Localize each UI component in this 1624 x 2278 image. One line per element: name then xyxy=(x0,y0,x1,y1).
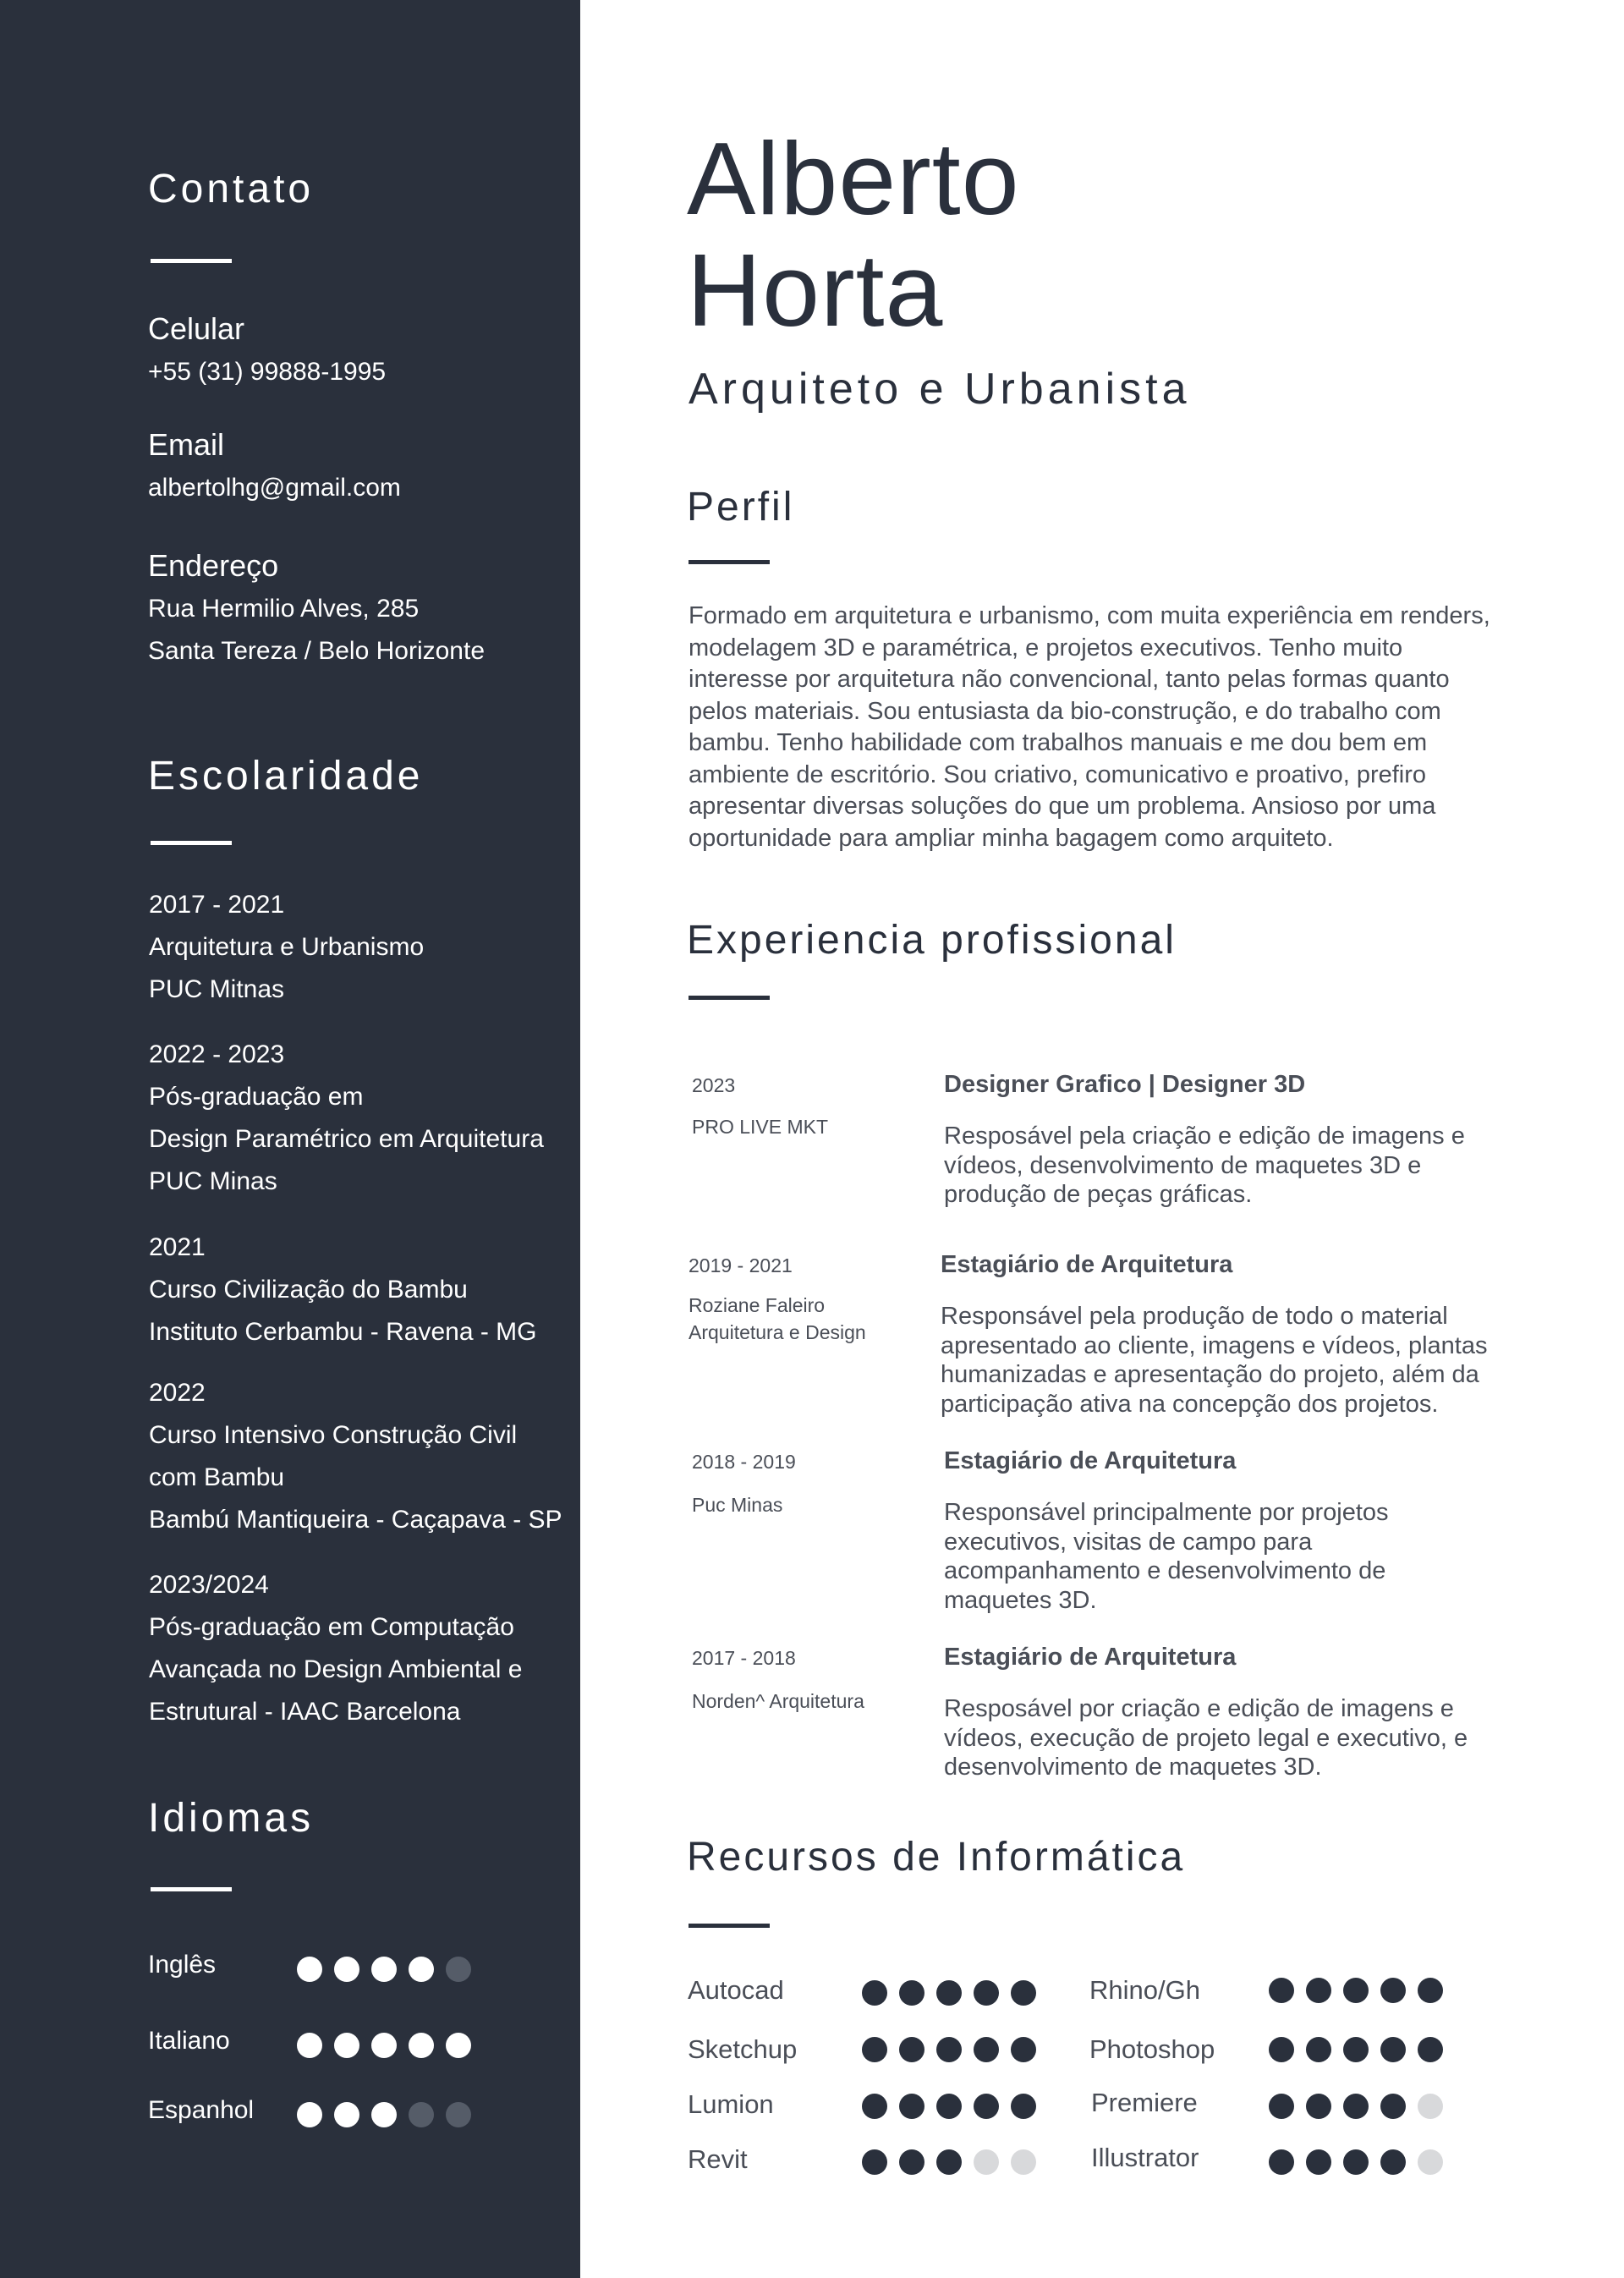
rating-dot-filled xyxy=(862,1980,887,2006)
experience-role: Estagiário de Arquitetura xyxy=(944,1447,1237,1474)
rating-dot-filled xyxy=(1418,1978,1443,2003)
education-course: Curso Intensivo Construção Civil xyxy=(149,1421,518,1449)
language-level xyxy=(297,1957,471,1982)
experience-heading: Experiencia profissional xyxy=(687,918,1177,963)
skill-name: Illustrator xyxy=(1091,2143,1199,2172)
phone-label: Celular xyxy=(148,311,245,346)
experience-date: 2019 - 2021 xyxy=(689,1254,793,1276)
skill-name: Autocad xyxy=(688,1975,784,2005)
rating-dot-empty xyxy=(1418,2094,1443,2119)
skill-level xyxy=(862,2149,1036,2175)
rating-dot-filled xyxy=(409,1957,434,1982)
rating-dot-filled xyxy=(446,2033,471,2058)
rating-dot-filled xyxy=(1380,2037,1406,2062)
education-school: Instituto Cerbambu - Ravena - MG xyxy=(149,1318,537,1346)
rating-dot-filled xyxy=(1306,1978,1331,2003)
language-row xyxy=(148,1951,503,1984)
skill-level xyxy=(862,2037,1036,2062)
profile-heading: Perfil xyxy=(687,485,795,530)
skill-name: Photoshop xyxy=(1089,2034,1215,2064)
education-course: com Bambu xyxy=(149,1463,285,1491)
rating-dot-filled xyxy=(1269,2037,1294,2062)
languages-heading: Idiomas xyxy=(148,1796,315,1841)
rating-dot-filled xyxy=(936,2037,962,2062)
contact-heading: Contato xyxy=(148,167,315,211)
rating-dot-filled xyxy=(371,2102,397,2127)
experience-company: Roziane Faleiro Arquitetura e Design xyxy=(689,1294,866,1343)
rating-dot-filled xyxy=(409,2033,434,2058)
education-years: 2022 xyxy=(149,1379,206,1407)
rating-dot-filled xyxy=(1269,1978,1294,2003)
rating-dot-filled xyxy=(899,2037,924,2062)
phone-value[interactable]: +55 (31) 99888-1995 xyxy=(148,358,387,386)
rating-dot-filled xyxy=(1011,1980,1036,2006)
education-course: Arquitetura e Urbanismo xyxy=(149,933,425,961)
education-years: 2023/2024 xyxy=(149,1571,269,1599)
rating-dot-empty xyxy=(1418,2149,1443,2175)
address-line-2: Santa Tereza / Belo Horizonte xyxy=(148,637,486,665)
skill-name: Lumion xyxy=(688,2089,774,2119)
last-name: Horta xyxy=(687,233,944,348)
rating-dot-filled xyxy=(974,1980,999,2006)
profile-text: Formado em arquitetura e urbanismo, com muita experiência em renders, modelagem 3D e paramétrica, e projetos executivos. Tenho muito interesse por arquitetura não convencional, tanto pelas formas quanto pelos materiais. Sou entusiasta da bio-construção, e do trabalho com bambu. Tenho habilidade com trabalhos manuais e me dou bem em ambiente de escritório. Sou criativo, comunicativo e proativo, prefiro apresentar diversas soluções do que um problema. Ansioso por uma oportunidade para ampliar minha bagagem como arquiteto. xyxy=(689,602,1490,852)
experience-description: Responsável principalmente por projetos executivos, visitas de campo para acompanhamento e desenvolvimento de maquetes 3D. xyxy=(944,1499,1389,1614)
address-line-1: Rua Hermilio Alves, 285 xyxy=(148,595,420,623)
education-school: PUC Minas xyxy=(149,1167,277,1195)
education-course: Pós-graduação em xyxy=(149,1083,364,1111)
first-name: Alberto xyxy=(687,121,1020,236)
skill-name: Premiere xyxy=(1091,2088,1198,2117)
languages-divider xyxy=(151,1887,232,1891)
experience-company: Puc Minas xyxy=(692,1494,783,1516)
rating-dot-filled xyxy=(1269,2094,1294,2119)
experience-role: Designer Grafico | Designer 3D xyxy=(944,1071,1306,1098)
language-name: Espanhol xyxy=(148,2096,255,2124)
education-course: Pós-graduação em Computação xyxy=(149,1613,514,1641)
rating-dot-filled xyxy=(1269,2149,1294,2175)
rating-dot-filled xyxy=(297,2033,322,2058)
experience-date: 2023 xyxy=(692,1074,736,1096)
rating-dot-filled xyxy=(1380,1978,1406,2003)
rating-dot-filled xyxy=(1343,2149,1369,2175)
rating-dot-filled xyxy=(862,2037,887,2062)
rating-dot-empty xyxy=(974,2149,999,2175)
skill-name: Rhino/Gh xyxy=(1089,1975,1200,2005)
experience-description: Resposável por criação e edição de imagens e vídeos, execução de projeto legal e executivo, e desenvolvimento de maquetes 3D. xyxy=(944,1695,1468,1781)
skill-name: Sketchup xyxy=(688,2034,798,2064)
education-school: Estrutural - IAAC Barcelona xyxy=(149,1698,461,1726)
skill-level xyxy=(862,1980,1036,2006)
email-label: Email xyxy=(148,427,225,462)
rating-dot-filled xyxy=(334,1957,359,1982)
rating-dot-filled xyxy=(974,2094,999,2119)
rating-dot-empty xyxy=(446,1957,471,1982)
rating-dot-filled xyxy=(1343,2037,1369,2062)
language-row xyxy=(148,2027,503,2061)
skill-level xyxy=(1269,2094,1443,2119)
experience-description: Resposável pela criação e edição de imagens e vídeos, desenvolvimento de maquetes 3D e produção de peças gráficas. xyxy=(944,1123,1465,1208)
rating-dot-filled xyxy=(1306,2149,1331,2175)
rating-dot-empty xyxy=(1011,2149,1036,2175)
rating-dot-filled xyxy=(1011,2037,1036,2062)
job-title: Arquiteto e Urbanista xyxy=(689,365,1191,414)
education-years: 2022 - 2023 xyxy=(149,1040,285,1068)
experience-date: 2018 - 2019 xyxy=(692,1451,796,1473)
education-divider xyxy=(151,841,232,845)
rating-dot-filled xyxy=(1306,2037,1331,2062)
skill-level xyxy=(862,2094,1036,2119)
rating-dot-filled xyxy=(371,1957,397,1982)
experience-company: Norden^ Arquitetura xyxy=(692,1690,864,1712)
education-years: 2017 - 2021 xyxy=(149,891,285,919)
rating-dot-filled xyxy=(1343,2094,1369,2119)
rating-dot-filled xyxy=(899,2094,924,2119)
rating-dot-filled xyxy=(899,2149,924,2175)
rating-dot-filled xyxy=(862,2094,887,2119)
rating-dot-filled xyxy=(297,1957,322,1982)
education-school: Bambú Mantiqueira - Caçapava - SP xyxy=(149,1506,562,1534)
sidebar xyxy=(0,0,580,2278)
experience-date: 2017 - 2018 xyxy=(692,1647,796,1669)
address-label: Endereço xyxy=(148,548,279,583)
experience-divider xyxy=(689,996,770,1000)
experience-description: Responsável pela produção de todo o material apresentado ao cliente, imagens e vídeos, plantas humanizadas e apresentação do projeto, além da participação ativa na concepção dos projetos. xyxy=(941,1303,1488,1418)
language-name: Italiano xyxy=(148,2027,230,2055)
rating-dot-filled xyxy=(899,1980,924,2006)
language-level xyxy=(297,2033,471,2058)
experience-company: PRO LIVE MKT xyxy=(692,1116,829,1138)
skill-level xyxy=(1269,2037,1443,2062)
language-row xyxy=(148,2096,503,2130)
contact-divider xyxy=(151,259,232,263)
rating-dot-filled xyxy=(936,2094,962,2119)
education-course: Avançada no Design Ambiental e xyxy=(149,1655,523,1683)
rating-dot-filled xyxy=(297,2102,322,2127)
skills-divider xyxy=(689,1924,770,1928)
rating-dot-filled xyxy=(862,2149,887,2175)
rating-dot-filled xyxy=(371,2033,397,2058)
rating-dot-filled xyxy=(936,1980,962,2006)
rating-dot-filled xyxy=(1343,1978,1369,2003)
experience-role: Estagiário de Arquitetura xyxy=(944,1644,1237,1671)
experience-role: Estagiário de Arquitetura xyxy=(941,1251,1233,1278)
rating-dot-filled xyxy=(334,2102,359,2127)
skill-level xyxy=(1269,2149,1443,2175)
skill-level xyxy=(1269,1978,1443,2003)
rating-dot-filled xyxy=(1011,2094,1036,2119)
rating-dot-filled xyxy=(1380,2094,1406,2119)
rating-dot-empty xyxy=(409,2102,434,2127)
rating-dot-filled xyxy=(1380,2149,1406,2175)
rating-dot-filled xyxy=(1306,2094,1331,2119)
rating-dot-empty xyxy=(446,2102,471,2127)
rating-dot-filled xyxy=(974,2037,999,2062)
language-name: Inglês xyxy=(148,1951,217,1979)
education-course: Curso Civilização do Bambu xyxy=(149,1276,468,1304)
language-level xyxy=(297,2102,471,2127)
profile-divider xyxy=(689,560,770,564)
education-course: Design Paramétrico em Arquitetura xyxy=(149,1125,544,1153)
skills-heading: Recursos de Informática xyxy=(687,1835,1186,1880)
education-heading: Escolaridade xyxy=(148,754,424,799)
rating-dot-filled xyxy=(1418,2037,1443,2062)
email-value[interactable]: albertolhg@gmail.com xyxy=(148,474,401,502)
education-school: PUC Mitnas xyxy=(149,975,285,1003)
rating-dot-filled xyxy=(936,2149,962,2175)
education-years: 2021 xyxy=(149,1233,206,1261)
skill-name: Revit xyxy=(688,2144,748,2174)
rating-dot-filled xyxy=(334,2033,359,2058)
